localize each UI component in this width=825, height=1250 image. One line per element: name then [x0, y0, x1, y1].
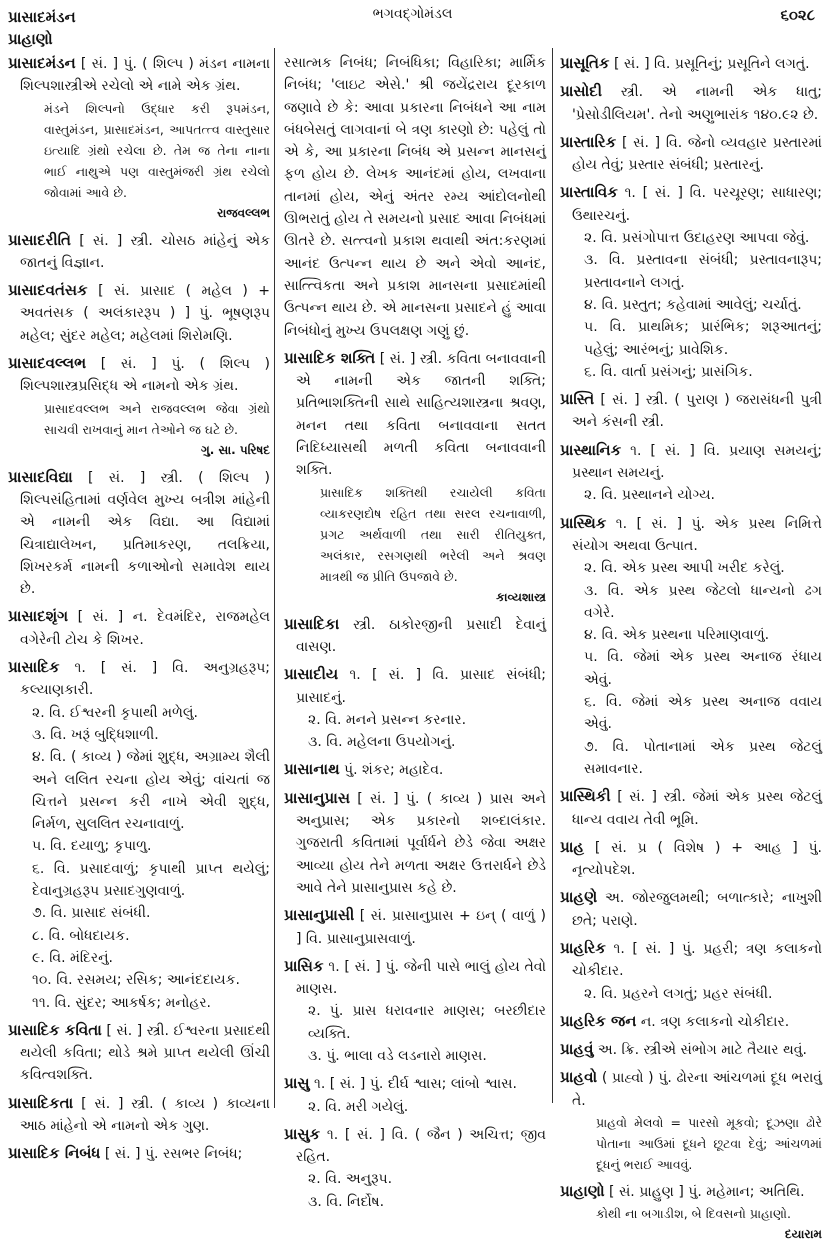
- citation: [20, 398, 270, 461]
- column-divider: [552, 48, 553, 1103]
- entry-main: [560, 388, 823, 434]
- definition: ૧. [ સં. ] વિ. પ્રયાણ સમયનું; પ્રસ્થાન સમયનું.: [572, 442, 822, 482]
- definition: [ સં. ] સ્ત્રી. જેમાં એક પ્રસ્થ જેટલું ધાન્ય વવાય તેવી ભૂમિ.: [572, 789, 822, 828]
- dictionary-entry: [284, 663, 546, 753]
- citation-source: રાજવલ્લભ: [217, 205, 270, 220]
- citation-text: પ્રાહવો મેલવો = પારસો મૂકવો; દૂઝણા ઢોરે પોતાના આઉમાં દૂધને છૂટવા દેવું; આંચળમાં દૂધનું ભરાઈ આવવું.: [596, 1115, 822, 1173]
- citation-text: કોથી ના બગાડીશ, બે દિવસનો પ્રાહાણો.: [596, 1206, 791, 1222]
- dictionary-entry: [284, 52, 546, 342]
- sense: ૫. વિ. પ્રાથમિક; પ્રારંભિક; શરૂઆતનું; પહેલું; આરંભનું; પ્રાવેશિક.: [584, 319, 822, 358]
- sense: ૨. વિ. અનુરૂપ.: [308, 1171, 393, 1188]
- citation-text: પ્રાસાદવલ્લભ અને રાજવલ્લભ જેવા ગ્રંથો સાચવી રાખવાનું માન તેઓને જ ઘટે છે.: [44, 400, 270, 437]
- sense: ૮. વિ. બોધદાયક.: [32, 927, 130, 944]
- column-divider: [274, 48, 275, 1108]
- definition: [ સં. ] પું. ( કાવ્ય ) પ્રાસ અને અનુપ્રાસ; એક પ્રકારનો શબ્દાલંકાર. ગુજરાતી કવિતામાં પૂર્વાર્ધને છેડે જેવા અક્ષર આવ્યા હોય તેને મળતા અક્ષર ઉત્તરાર્ધને છેડે આવે તેને પ્રાસાનુપ્રાસ કહે છે.: [296, 790, 546, 896]
- sense: ૩. પું. ભાલા વડે લડનારો માણસ.: [308, 1047, 487, 1064]
- dictionary-entry: [560, 1180, 822, 1245]
- sense: ૧૦. વિ. રસમય; રસિક; આનંદદાયક.: [32, 972, 240, 989]
- headword: પ્રાહરિક: [560, 938, 606, 957]
- headword: પ્રાસાનુપ્રાસી: [284, 906, 355, 925]
- sense: ૪. વિ. એક પ્રસ્થના પરિમાણવાળું.: [584, 627, 770, 644]
- definition: ૧. [ સં. ] વિ. ( જૈન ) અચિત્ત; જીવ રહિત.: [296, 1126, 546, 1166]
- headword: પ્રાસ્તિ: [560, 390, 595, 409]
- definition: [ સં. ] સ્ત્રી. ( કાવ્ય ) કાવ્યના આઠ માંહેનો એ નામનો એક ગુણ.: [20, 1095, 270, 1134]
- headword: પ્રાસાદવલ્લભ: [8, 354, 87, 373]
- definition: સ્ત્રી. એ નામની એક ધાતુ; 'પ્રેસોડીલિયમ'. તેનો અણુભારાંક ૧૪૦.૯૨ છે.: [572, 84, 823, 123]
- entry-main: [284, 347, 546, 482]
- sense: ૬. વિ. વાર્તા પ્રસંગનું; પ્રાસંગિક.: [584, 363, 753, 380]
- dictionary-entry: [560, 388, 822, 434]
- headword: પ્રાહણે: [560, 888, 598, 907]
- headword: પ્રાસાદિકતા: [8, 1093, 74, 1112]
- dictionary-entry: [560, 439, 822, 507]
- sense: ૨. વિ. મનને પ્રસન્ન કરનાર.: [308, 711, 467, 728]
- entry-main: [560, 785, 822, 831]
- citation-source: કાવ્યશાસ્ત્ર: [496, 589, 546, 604]
- dictionary-entry: [284, 758, 546, 781]
- entry-main: [560, 512, 822, 558]
- dictionary-entry: [560, 785, 822, 831]
- sense: ૪. વિ. ( કાવ્ય ) જેમાં શુદ્ધ, અગ્રામ્ય શૈલી અને લલિત રચના હોય એવું; વાંચતાં જ ચિત્તને પ્રસન્ન કરી નાખે એવી શુદ્ધ, નિર્મળ, સુલલિત રચનાવાળું.: [32, 749, 270, 833]
- definition: ૧. [ સં. ] વિ. અનુગ્રહરૂપ; કલ્યાણકારી.: [20, 660, 270, 699]
- sense: ૫. વિ. દયાળુ; કૃપાળુ.: [32, 838, 152, 855]
- dictionary-entry: [8, 352, 270, 461]
- headword: પ્રાસાદિક: [8, 658, 60, 677]
- entry-main: [560, 1066, 822, 1112]
- headword: પ્રાસાદિકા: [284, 614, 340, 633]
- dictionary-entry: [8, 605, 270, 651]
- headword: પ્રાસ્તાવિક: [560, 183, 618, 202]
- entry-main: [560, 1180, 822, 1203]
- dictionary-entry: [8, 1092, 270, 1138]
- dictionary-entry: [8, 656, 270, 1014]
- headword: પ્રાસાદિક કવિતા: [8, 1020, 102, 1039]
- headword: પ્રાહ: [560, 837, 585, 856]
- entry-main: [560, 80, 823, 126]
- definition: પું. શંકર; મહાદેવ.: [344, 762, 444, 779]
- definition: [ સં. ] સ્ત્રી. ( શિલ્પ ) શિલ્પસંહિતામાં વર્ણવેલ મુખ્ય બત્રીશ માંહેની એ નામની એક વિદ્યા. આ વિદ્યામાં ચિત્રાદ્યાલેખન, પ્રતિમાકરણ, તલક્રિયા, શિખરકર્મ નામની કળાઓનો સમાવેશ થાય છે.: [20, 469, 270, 598]
- definition: [ સં. ] સ્ત્રી. ચોસઠ માંહેનું એક જાતનું વિજ્ઞાન.: [20, 232, 271, 271]
- headword: પ્રાસાદમંડન: [8, 54, 76, 72]
- dictionary-entry: [284, 613, 546, 659]
- entry-main: [8, 52, 270, 98]
- definition: ૧. [ સં. ] પું. જેની પાસે ભાલું હોય તેવો માણસ.: [296, 958, 546, 998]
- dictionary-entry: [560, 1038, 822, 1061]
- entry-main: [284, 787, 546, 899]
- headword: પ્રાહવો: [560, 1068, 598, 1087]
- definition: [ સં. ] સ્ત્રી. કવિતા બનાવવાની એ નામની એક જાતની શક્તિ; પ્રતિભાશક્તિની સાથે સાહિત્યશાસ્ત્રના શ્રવણ, મનન તથા કવિતા બનાવવાના સતત નિદિધ્યાસથી મળતી કવિતા બનાવવાની શક્તિ.: [296, 350, 546, 479]
- dictionary-entry: [560, 52, 822, 75]
- dictionary-entry: [284, 1072, 546, 1118]
- definition: [ સં. ] પું. રસભર નિબંધ;: [104, 1146, 243, 1163]
- headword: પ્રાસુક: [284, 1124, 321, 1143]
- definition: ૧. [ સં. ] પું. એક પ્રસ્થ નિમિત્તે સંયોગ અથવા ઉત્પાત.: [572, 515, 822, 554]
- guide-word-last: પ્રાહાણો: [8, 30, 53, 48]
- citation-text: મંડને શિલ્પનો ઉદ્ધાર કરી રૂપમંડન, વાસ્તુમંડન, પ્રાસાદમંડન, આપતત્ત્વ વાસ્તુસાર ઇત્યાદિ ગ્રંથો રચેલા છે. તેમ જ તેના નાના ભાઈ નાથુએ પણ વાસ્તુમંજરી ગ્રંથ રચેલો જોવામાં આવે છે.: [44, 100, 270, 200]
- dictionary-entry: [560, 181, 822, 383]
- sense: ૭. વિ. પોતાનામાં એક પ્રસ્થ જેટલું સમાવનાર.: [584, 738, 822, 777]
- sense: ૩. વિ. પ્રસ્તાવના સંબંધી; પ્રસ્તાવનારૂપ; પ્રસ્તાવનાને લગતું.: [584, 252, 822, 291]
- entry-main: [560, 52, 822, 75]
- dictionary-entry: [8, 1142, 270, 1165]
- dictionary-entry: [284, 1123, 546, 1213]
- entry-main: [560, 1038, 822, 1061]
- entry-main: [8, 656, 270, 702]
- headword: પ્રાસ્તારિક: [560, 132, 617, 151]
- entry-main: [560, 886, 823, 932]
- definition: [ સં. પ્રાસાદ ( મહેલ ) + અવતંસક ( અલંકારરૂપ ) ] પું. ભૂષણરૂપ મહેલ; સુંદર મહેલ; મહેલમાં શિરોમણિ.: [20, 283, 270, 344]
- dictionary-entry: [560, 937, 822, 1005]
- definition: અ. જોરજુલમથી; બળાત્કારે; નાખુશી છતે; પરાણે.: [572, 890, 823, 929]
- entry-main: [560, 439, 822, 485]
- headword: પ્રાસિક: [284, 956, 324, 975]
- entry-main: [8, 352, 271, 398]
- sense: ૨. વિ. ઈશ્વરની કૃપાથી મળેલું.: [32, 704, 198, 721]
- sense: ૩. વિ. એક પ્રસ્થ જેટલો ધાન્યનો ઢગ વગેરે.: [584, 582, 822, 621]
- definition: ( પ્રાહ્વો ) પું. ઢોરના આંચળમાં દૂધ ભરાવું તે.: [572, 1070, 822, 1109]
- definition: ૧. [ સં. ] વિ. પરચૂરણ; સાધારણ; ઉથારચનું.: [572, 185, 823, 224]
- sense: ૭. વિ. પ્રાસાદ સંબંધી.: [32, 905, 151, 922]
- entry-main: [284, 955, 546, 1001]
- headword: પ્રાસુ: [284, 1074, 310, 1093]
- headword: પ્રાસાદશૃંગ: [8, 607, 69, 626]
- dictionary-entry: [8, 1019, 270, 1087]
- headword: પ્રાસૂતિક: [560, 54, 610, 72]
- sense: ૨. વિ. એક પ્રસ્થ આપી ખરીદ કરેલું.: [584, 560, 785, 577]
- dictionary-entry: [560, 836, 822, 882]
- definition: ૧. [ સં. ] પું. દીર્ઘ શ્વાસ; લાંબો શ્વાસ.: [314, 1076, 517, 1093]
- entry-main: [284, 758, 546, 781]
- entry-main: [560, 1010, 822, 1033]
- headword: પ્રાસ્થિક: [560, 513, 607, 532]
- sense: ૩. વિ. ખરૂં બુદ્ધિશાળી.: [32, 726, 159, 743]
- sense: ૪. વિ. પ્રસ્તુત; કહેવામાં આવેલું; ચર્ચાતું.: [584, 296, 802, 313]
- dictionary-entry: [560, 1010, 822, 1033]
- dictionary-entry: [284, 347, 546, 608]
- dictionary-entry: [8, 52, 270, 224]
- headword: પ્રાહવું: [560, 1040, 594, 1059]
- citation: [572, 1112, 822, 1175]
- page-number: ૬૦૨૮: [780, 6, 815, 24]
- headword: પ્રાસોદી: [560, 82, 602, 101]
- dictionary-entry: [560, 80, 822, 126]
- entry-main: [8, 1142, 270, 1165]
- entry-main: [8, 229, 271, 275]
- citation-text: પ્રાસાદિક શક્તિથી રચાયેલી કવિતા વ્યાકરણદોષ રહિત તથા સરલ રચનાવાળી, પ્રગટ અર્થવાળી તથા સારી રીતિયુક્ત, અલંકાર, રસગણથી ભરેલી અને શ્રવણ માત્રથી જ પ્રીતિ ઉપજાવે છે.: [320, 484, 546, 584]
- sense: ૨. પું. પ્રાસ ધરાવનાર માણસ; બરછીદાર વ્યક્તિ.: [308, 1003, 546, 1042]
- definition: [ સં. ] વિ. જેનો વ્યવહાર પ્રસ્તારમાં હોય તેવું; પ્રસ્તાર સંબંધી; પ્રસ્તારનું.: [572, 134, 822, 174]
- sense: ૨. વિ. પ્રસ્થાનને યોગ્ય.: [584, 487, 715, 504]
- definition: [ સં. ] પું. ( શિલ્પ ) શિલ્પશાસ્ત્રપ્રસિદ્ધ એ નામનો એક ગ્રંથ.: [20, 356, 271, 395]
- entry-main: [284, 904, 546, 950]
- sense: ૩. વિ. મહેલના ઉપયોગનું.: [308, 734, 456, 751]
- definition: રસાત્મક નિબંધ; નિબંધિકા; વિહારિકા; માર્મિક નિબંધ; 'લાઇટ એસે.' શ્રી જયેંદ્રરાય દૂરકાળ જણાવે છે કે: આવા પ્રકારના નિબંધને આ નામ બંધબેસતું લાગવાનાં બે ત્રણ કારણો છે: પહેલું તો એ કે, આ પ્રકારના નિબંધ એ પ્રસન્ન માનસનું ફળ હોય છે. લેખક આનંદમાં હોય, લખવાના તાનમાં હોય, એનું અંતર રમ્ય આંદોલનોથી ઊભરાતું હોય તે સમયનો પ્રસાદ આવા નિબંધમાં ઊતરે છે. સત્ત્વનો પ્રકાશ થવાથી અંત:કરણમાં આનંદ ઉત્પન્ન થાય છે અને એવો આનંદ, સાત્ત્વિકતા અને પ્રકાશ માનસના પ્રસાદમાંથી ઉત્પન્ન થાય છે. એ માનસના પ્રસાદને હું આવા નિબંધોનું મુખ્ય ઉપલક્ષણ ગણું છું.: [284, 55, 546, 339]
- entry-main: [8, 1092, 270, 1138]
- headword: પ્રાસ્થિકી: [560, 787, 611, 806]
- definition: [ સં. પ્રાહુણ ] પું. મહેમાન; અતિથિ.: [609, 1184, 805, 1201]
- definition: [ સં. ] પું. ( શિલ્પ ) મંડન નામના શિલ્પશાસ્ત્રીએ રચેલો એ નામે એક ગ્રંથ.: [20, 56, 270, 95]
- definition: અ. ક્રિ. સ્ત્રીએ સંભોગ માટે તૈયાર થવું.: [597, 1042, 807, 1059]
- entry-main: [560, 131, 822, 177]
- headword: પ્રાસાનુપ્રાસ: [284, 788, 350, 807]
- definition: ૧. [ સં. ] વિ. પ્રાસાદ સંબંધી; પ્રાસાદનું.: [296, 667, 546, 706]
- headword: પ્રાસ્થાનિક: [560, 440, 622, 459]
- sense: ૧૧. વિ. સુંદર; આકર્ષક; મનોહર.: [32, 994, 212, 1011]
- entry-main: [560, 181, 823, 227]
- definition: ૧. [ સં. ] પું. પ્રહરી; ત્રણ કલાકનો ચોકીદાર.: [572, 940, 822, 980]
- entry-main: [284, 663, 546, 709]
- entry-main: [8, 605, 270, 651]
- citation: [296, 482, 546, 608]
- entry-main: [284, 1123, 546, 1169]
- entry-main: [8, 279, 270, 347]
- citation-source: ગુ. સા. પરિષદ: [200, 442, 270, 457]
- dictionary-entry: [8, 466, 270, 601]
- definition: [ સં. ] ન. દેવમંદિર, રાજમહેલ વગેરેની ટોચ કે શિખર.: [20, 609, 270, 648]
- sense: ૬. વિ. જેમાં એક પ્રસ્થ અનાજ વવાય એવું.: [584, 694, 822, 733]
- sense: ૯. વિ. મંદિરનું.: [32, 949, 113, 966]
- entry-main: [284, 613, 547, 659]
- dictionary-entry: [284, 787, 546, 899]
- headword: પ્રાહાણો: [560, 1182, 605, 1201]
- definition: ન. ત્રણ કલાકનો ચોકીદાર.: [640, 1013, 790, 1030]
- definition: સ્ત્રી. ઠાકોરજીની પ્રસાદી દેવાનું વાસણ.: [296, 616, 547, 655]
- entry-main: [284, 1072, 546, 1095]
- sense: ૩. વિ. નિર્દોષ.: [308, 1193, 385, 1210]
- sense: ૫. વિ. જેમાં એક પ્રસ્થ અનાજ રંધાય એવું.: [584, 649, 822, 688]
- headword: પ્રાસાદિક નિબંધ: [8, 1144, 101, 1163]
- entry-main: [284, 52, 546, 342]
- entry-main: [560, 937, 822, 983]
- definition: [ સં. ] સ્ત્રી. ( પુરાણ ) જરાસંધની પુત્રી અને કંસની સ્ત્રી.: [572, 392, 823, 431]
- dictionary-entry: [8, 279, 270, 347]
- definition: [ સં. પ્ર ( વિશેષ ) + આહ ] પું. નૃત્યોપદેશ.: [572, 839, 823, 879]
- headword: પ્રાસાદીય: [284, 665, 339, 684]
- dictionary-entry: [8, 229, 270, 275]
- guide-word-first: પ્રાસાદમંડન: [8, 8, 76, 26]
- sense: ૨. વિ. પ્રસંગોપાત્ત ઉદાહરણ આપવા જેવું.: [584, 230, 810, 247]
- headword: પ્રાસાદવતંસક: [8, 281, 88, 300]
- headword: પ્રાહરિક જન: [560, 1011, 637, 1030]
- dictionary-entry: [560, 131, 822, 177]
- dictionary-entry: [560, 1066, 822, 1175]
- definition: [ સં. ] સ્ત્રી. ઈશ્વરના પ્રસાદથી થયેલી કવિતા; થોડે શ્રમે પ્રાપ્ત થયેલી ઊંચી કવિત્વશક્તિ.: [20, 1022, 270, 1084]
- definition: [ સં. ] વિ. પ્રસૂતિનું; પ્રસૂતિને લગતું.: [613, 56, 810, 72]
- headword: પ્રાસાદરીતિ: [8, 230, 72, 249]
- sense: ૨. વિ. મરી ગયેલું.: [308, 1098, 409, 1115]
- entry-main: [8, 1019, 270, 1087]
- definition: [ સં. પ્રાસાનુપ્રાસ + ઇન્ ( વાળું ) ] વિ. પ્રાસાનુપ્રાસવાળું.: [296, 908, 546, 947]
- dictionary-title: ભગવદ્ગોમંડલ: [372, 6, 453, 22]
- headword: પ્રાસાદિક શક્તિ: [284, 348, 376, 367]
- headword: પ્રાસાનાથ: [284, 760, 340, 779]
- dictionary-entry: [284, 955, 546, 1067]
- sense: ૬. વિ. પ્રસાદવાળું; કૃપાથી પ્રાપ્ત થયેલું; દેવાનુગ્રહરૂપ પ્રસાદગુણવાળું.: [32, 860, 270, 900]
- column-3: [560, 52, 822, 1250]
- sense: ૨. વિ. પ્રહરને લગતું; પ્રહર સંબંધી.: [584, 985, 773, 1002]
- dictionary-entry: [560, 886, 822, 932]
- entry-main: [8, 466, 270, 601]
- headword: પ્રાસાદવિદ્યા: [8, 467, 73, 486]
- column-2: [284, 52, 546, 1218]
- entry-main: [560, 836, 823, 882]
- citation-source: દયારામ: [784, 1227, 822, 1242]
- citation: [572, 1203, 822, 1245]
- citation: [20, 98, 270, 224]
- dictionary-entry: [284, 904, 546, 950]
- dictionary-entry: [560, 512, 822, 781]
- column-1: [8, 52, 270, 1171]
